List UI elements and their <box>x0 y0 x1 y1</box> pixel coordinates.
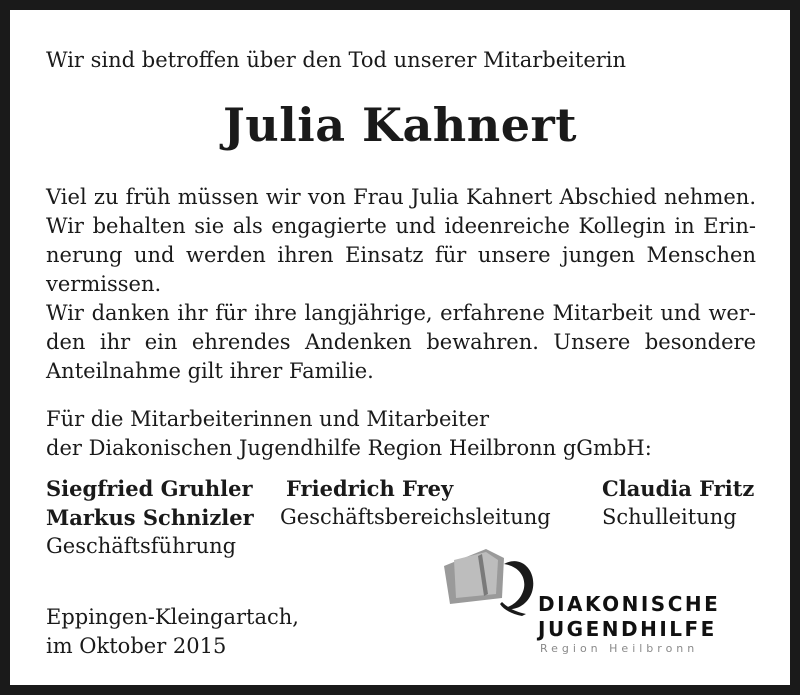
on-behalf-line-1: Für die Mitarbeiterinnen und Mitarbeiter <box>46 407 490 431</box>
deceased-name: Julia Kahnert <box>223 98 577 152</box>
paragraph-line-5: Wir danken ihr für ihre langjährige, erfahrene Mitarbeit und wer- <box>46 301 756 325</box>
place-line: Eppingen-Kleingartach, <box>46 605 299 629</box>
paragraph-line-6: den ihr ein ehrendes Andenken bewahren. Unsere besondere <box>46 330 756 354</box>
signatory-role-management: Geschäftsführung <box>46 534 237 558</box>
signatory-role-division: Geschäftsbereichsleitung <box>280 505 551 529</box>
logo-line-2: JUGENDHILFE <box>538 617 717 641</box>
paragraph-line-7: Anteilnahme gilt ihrer Familie. <box>46 359 374 383</box>
logo-line-3: Region Heilbronn <box>540 642 699 655</box>
signatory-name-frey: Friedrich Frey <box>286 476 454 501</box>
signatory-name-schnizler: Markus Schnizler <box>46 505 254 530</box>
diakonie-logo-icon <box>442 546 552 616</box>
intro-line: Wir sind betroffen über den Tod unserer Mitarbeiterin <box>46 48 627 72</box>
paragraph-line-2: Wir behalten sie als engagierte und ideenreiche Kollegin in Erin- <box>46 214 756 238</box>
organization-logo <box>442 546 760 658</box>
logo-line-1: DIAKONISCHE <box>538 592 721 616</box>
signatory-name-fritz: Claudia Fritz <box>602 476 755 501</box>
signatory-name-gruhler: Siegfried Gruhler <box>46 476 253 501</box>
on-behalf-line-2: der Diakonischen Jugendhilfe Region Heilbronn gGmbH: <box>46 436 652 460</box>
paragraph-line-1: Viel zu früh müssen wir von Frau Julia Kahnert Abschied nehmen. <box>46 185 756 209</box>
signatory-role-school: Schulleitung <box>602 505 737 529</box>
paragraph-line-3: nerung und werden ihren Einsatz für unsere jungen Menschen <box>46 243 756 267</box>
paragraph-line-4: vermissen. <box>46 272 162 296</box>
date-line: im Oktober 2015 <box>46 634 227 658</box>
